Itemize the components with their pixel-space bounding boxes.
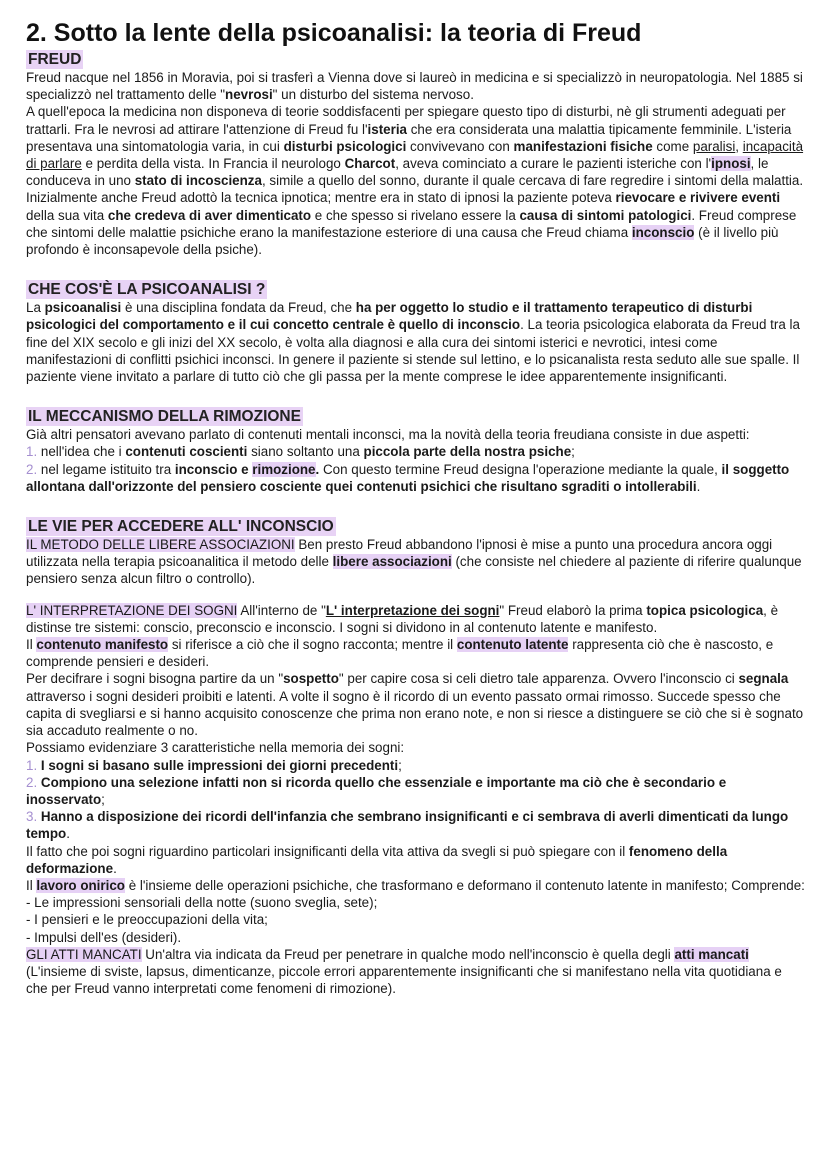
section-freud (26, 50, 806, 258)
label-libere-associazioni: IL METODO DELLE LIBERE ASSOCIAZIONI (26, 537, 295, 553)
paragraph-sospetto: Per decifrare i sogni bisogna partire da un "sospetto" per capire cosa si celi dietro tale apparenza. Ovvero l'inconscio ci segnala attraverso i sogni desideri proibiti e latenti. A volte il sogno è il ricordo di un evento passato ormai rimosso. Succede spesso che capita di svegliarsi e si hanno acquisito conoscenze che prima non erano note, e non si riesce a distinguere se ciò che si è sognato sia accaduto realmente o no. (26, 671, 804, 739)
section-rimozione (26, 407, 806, 495)
list-item: 2. Compiono una selezione infatti non si ricorda quello che essenziale e importante ma ciò che è secondario e inosservato; (26, 774, 727, 807)
section-psicoanalisi (26, 280, 806, 385)
section-heading-freud: FREUD (28, 51, 82, 68)
paragraph-deformazione: Il fatto che poi sogni riguardino particolari insignificanti della vita attiva da svegli si può spiegare con il fenomeno della deformazione. (26, 843, 728, 876)
list-item: 1. nell'idea che i contenuti coscienti siano soltanto una piccola parte della nostra psiche; (26, 444, 575, 460)
paragraph-lavoro-onirico: Il lavoro onirico è l'insieme delle operazioni psichiche, che trasformano e deformano il contenuto latente in manifesto; Comprende: (26, 877, 805, 893)
list-item: - Impulsi dell'es (desideri). (26, 929, 182, 945)
paragraph-caratteristiche: Possiamo evidenziare 3 caratteristiche nella memoria dei sogni: (26, 740, 405, 756)
paragraph-rimozione-intro: Già altri pensatori avevano parlato di contenuti mentali inconsci, ma la novità della teoria freudiana consiste in due aspetti: (26, 427, 750, 443)
list-item: - I pensieri e le preoccupazioni della vita; (26, 912, 268, 928)
paragraph-atti-mancati: GLI ATTI MANCATI Un'altra via indicata da Freud per penetrare in qualche modo nell'inconscio è quella degli atti mancati (L'insieme di sviste, lapsus, dimenticanze, piccole errori apparentemente insignificanti che si manifestano nella vita quotidiana e che per Freud vanno interpretati come fenomeni di rimozione). (26, 946, 782, 997)
paragraph-libere-associazioni: IL METODO DELLE LIBERE ASSOCIAZIONI Ben presto Freud abbandono l'ipnosi è mise a punto una procedura ancora oggi utilizzata nella terapia psicoanalitica il metodo delle libere associazioni (che consiste nel chiedere al paziente di riferire qualunque pensiero senza alcun filtro o controllo). (26, 537, 802, 587)
list-item: 1. I sogni si basano sulle impressioni dei giorni precedenti; (26, 757, 402, 773)
list-item: 3. Hanno a disposizione dei ricordi dell'infanzia che sembrano insignificanti e ci sembrava di averli dimenticati da lungo tempo. (26, 809, 789, 842)
label-interpretazione-sogni: L' INTERPRETAZIONE DEI SOGNI (26, 602, 238, 618)
list-item: - Le impressioni sensoriali della notte (suono sveglia, sete); (26, 895, 378, 911)
section-vie-inconscio (26, 517, 806, 997)
page-title: 2. Sotto la lente della psicoanalisi: la teoria di Freud (26, 19, 642, 47)
paragraph-freud-isteria: A quell'epoca la medicina non disponeva di teorie soddisfacenti per spiegare questo tipo di disturbi, nè gli strumenti adeguati per trattarli. Fra le nevrosi ad attirare l'attenzione di Freud fu l'isteria che era considerata una malattia tipicamente femminile. L'isteria presentava una sintomatologia varia, in cui disturbi psicologici convivevano con manifestazioni fisiche come paralisi, incapacità di parlare e perdita della vista. In Francia il neurologo Charcot, aveva cominciato a curare le pazienti isteriche con l'ipnosi, le conduceva in uno stato di incoscienza, simile a quello del sonno, durante il quale cercava di fare regredire i sintomi della malattia. Inizialmente anche Freud adottò la tecnica ipnotica; mentre era in stato di ipnosi la paziente poteva rievocare e rivivere eventi della sua vita che credeva di aver dimenticato e che spesso si rivelano essere la causa di sintomi patologici. Freud comprese che sintomi delle malattie psichiche erano la manifestazione esteriore di una causa che Freud chiama inconscio (è il livello più profondo è inconsapevole della psiche). (26, 104, 804, 258)
list-item: 2. nel legame istituito tra inconscio e rimozione. Con questo termine Freud designa l'operazione mediante la quale, il soggetto allontana dall'orizzonte del pensiero cosciente quei contenuti psichici che risultano sgraditi o intollerabili. (26, 461, 790, 494)
paragraph-freud-bio: Freud nacque nel 1856 in Moravia, poi si trasferì a Vienna dove si laureò in medicina e si specializzò in neuropatologia. Nel 1885 si specializzò nel trattamento delle "nevrosi" un disturbo del sistema nervoso. (26, 70, 803, 103)
section-heading-psicoanalisi: CHE COS'È LA PSICOANALISI ? (28, 281, 266, 299)
section-heading-rimozione: IL MECCANISMO DELLA RIMOZIONE (28, 408, 301, 426)
paragraph-interpretazione-sogni: L' INTERPRETAZIONE DEI SOGNI All'interno de "L' interpretazione dei sogni" Freud elaborò la prima topica psicologica, è distinse tre sistemi: conscio, preconscio e inconscio. I sogni si dividono in al contenuto latente e manifesto. (26, 602, 779, 635)
section-heading-vie: LE VIE PER ACCEDERE ALL' INCONSCIO (28, 518, 334, 536)
paragraph-psicoanalisi: La psicoanalisi è una disciplina fondata da Freud, che ha per oggetto lo studio e il trattamento terapeutico di disturbi psicologici del comportamento e il cui concetto centrale è quello di inconscio. La teoria psicologica elaborata da Freud tra la fine del XIX secolo e gli inizi del XX secolo, è volta alla diagnosi e alla cura dei sintomi isterici e nevrotici, intesi come manifestazioni di conflitti psichici inconsci. In genere il paziente si stende sul lettino, e lo psicanalista resta seduto alle sue spalle. Il paziente viene invitato a parlare di tutto ciò che gli passa per la mente comprese le idee apparentemente insignificanti. (26, 300, 800, 385)
label-atti-mancati: GLI ATTI MANCATI (26, 946, 142, 962)
document-page (26, 18, 806, 997)
paragraph-contenuto: Il contenuto manifesto si riferisce a ciò che il sogno racconta; mentre il contenuto latente rappresenta ciò che è nascosto, e comprende pensieri e desideri. (26, 637, 774, 670)
